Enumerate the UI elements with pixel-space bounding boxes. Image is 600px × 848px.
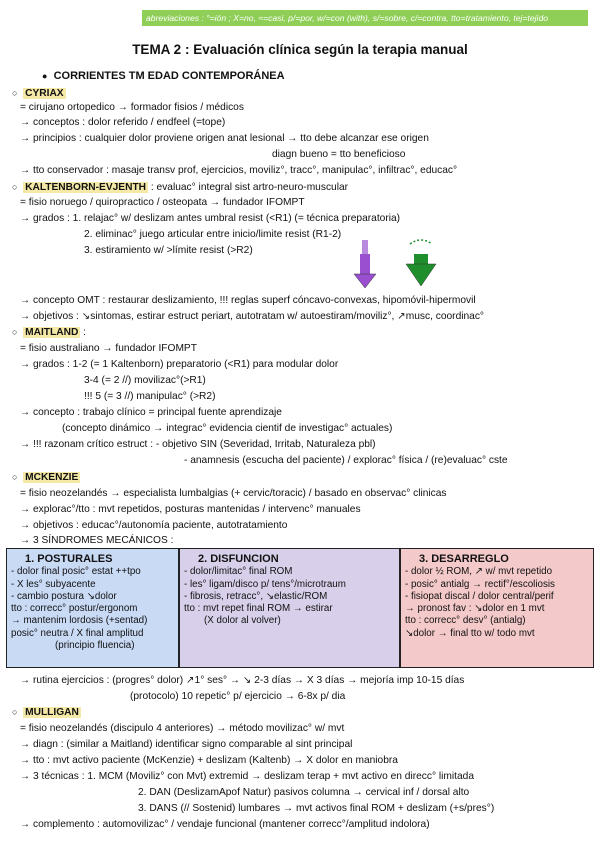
cyriax-line: = cirujano ortopedico → formador fisios / médicos [20, 102, 244, 113]
mckenzie-heading: ○ MCKENZIE [12, 472, 79, 483]
mckenzie-line: → explorac°/tto : mvt repetidos, posturas mantenidas / intervenc° manuales [20, 504, 361, 515]
cyriax-line: diagn bueno = tto beneficioso [272, 149, 406, 160]
cyriax-line: → principios : cualquier dolor proviene origen anat lesional → tto debe alcanzar ese origen [20, 133, 429, 144]
cyriax-line: → tto conservador : masaje transv prof, ejercicios, moviliz°, tracc°, manipulac°, infiltrac°, educac° [20, 165, 458, 176]
mulligan-technique: 2. DAN (DeslizamApof Natur) pasivos columna → cervical inf / dorsal alto [138, 787, 470, 798]
maitland-heading: ○ MAITLAND : [12, 327, 86, 338]
kaltenborn-line: = fisio noruego / quiropractico / osteopata → fundador IFOMPT [20, 197, 305, 208]
cyriax-line: → conceptos : dolor referido / endfeel (=tope) [20, 117, 226, 128]
maitland-line: → concepto : trabajo clínico = principal fuente aprendizaje [20, 407, 282, 418]
mckenzie-line: → objetivos : educac°/autonomía paciente, autotratamiento [20, 520, 288, 531]
mckenzie-routine: (protocolo) 10 repetic° p/ ejercicio → 6-8x p/ dia [130, 691, 346, 702]
abbreviations-bar: abreviaciones : °=ión ; X=no, ≈=casi, p/=por, w/=con (with), s/=sobre, c/=contra, tto=tratamiento, tej=tejido [142, 10, 588, 26]
kaltenborn-grade: → grados : 1. relajac° w/ deslizam antes umbral resist (<R1) (= técnica preparatoria) [20, 213, 401, 224]
cyriax-heading: ○ CYRIAX [12, 88, 64, 99]
section-heading: ● CORRIENTES TM EDAD CONTEMPORÁNEA [42, 70, 285, 82]
maitland-grade: → grados : 1-2 (= 1 Kaltenborn) preparatorio (<R1) para modular dolor [20, 359, 339, 370]
mulligan-line: = fisio neozelandés (discipulo 4 anteriores) → método movilizac° w/ mvt [20, 723, 345, 734]
page-title: TEMA 2 : Evaluación clínica según la terapia manual [132, 42, 468, 57]
mckenzie-line: = fisio neozelandés → especialista lumbalgias (+ cervic/toracic) / basado en observac° clinicas [20, 488, 447, 499]
kaltenborn-omt: → concepto OMT : restaurar deslizamiento, !!! reglas superf cóncavo-convexas, hipomóvil-hipermovil [20, 295, 476, 306]
maitland-line: = fisio australiano → fundador IFOMPT [20, 343, 197, 354]
kaltenborn-heading: ○ KALTENBORN-EVJENTH : evaluac° integral sist artro-neuro-muscular [12, 182, 349, 193]
kaltenborn-grade: 2. eliminac° juego articular entre inicio/limite resist (R1-2) [84, 229, 342, 240]
mckenzie-line: → 3 SÍNDROMES MECÁNICOS : [20, 535, 174, 546]
mulligan-line: → diagn : (similar a Maitland) identificar signo comparable al sint principal [20, 739, 353, 750]
mulligan-technique: 3. DANS (// Sostenid) lumbares → mvt activos final ROM + deslizam (+s/pres°) [138, 803, 495, 814]
maitland-line: - anamnesis (escucha del paciente) / explorac° física / (re)evaluac° cste [184, 455, 508, 466]
maitland-line: (concepto dinámico → integrac° evidencia cientif de investigac° actuales) [62, 423, 393, 434]
syndrome-box-derangement: 3. DESARREGLO - dolor ½ ROM, ↗ w/ mvt repetido - posic° antialg → rectif°/escoliosis - fisiopat discal / dolor central/perif → pronost fav : ↘dolor en 1 mvt tto : correcc° desv° (antialg) ↘dolor → final tto w/ todo mvt [400, 548, 594, 668]
syndrome-box-postural: 1. POSTURALES - dolor final posic° estat ++tpo - X les° subyacente - cambio postura ↘dolor tto : correcc° postur/ergonom → mantenim lordosis (+sentad) posic° neutra / X final amplitud (principio fluencia) [6, 548, 179, 668]
maitland-grade: 3-4 (= 2 //) movilizac°(>R1) [84, 375, 206, 386]
syndrome-box-dysfunction: 2. DISFUNCION - dolor/limitac° final ROM - les° ligam/disco p/ tens°/microtraum - fibrosis, retracc°, ↘elastic/ROM tto : mvt repet final ROM → estirar (X dolor al volver) [179, 548, 400, 668]
maitland-line: → !!! razonam crítico estruct : - objetivo SIN (Severidad, Irritab, Naturaleza pbl) [20, 439, 376, 450]
mckenzie-routine: → rutina ejercicios : (progres° dolor) ↗1° ses° → ↘ 2-3 días → X 3 días → mejoría imp 10-15 días [20, 675, 465, 686]
mulligan-heading: ○ MULLIGAN [12, 707, 79, 718]
concave-convex-illustration [348, 236, 448, 294]
mulligan-technique: → 3 técnicas : 1. MCM (Moviliz° con Mvt) extremid → deslizam terap + mvt activo en direcc° limitada [20, 771, 474, 782]
maitland-grade: !!! 5 (= 3 //) manipulac° (>R2) [84, 391, 216, 402]
mulligan-line: → tto : mvt activo paciente (McKenzie) + deslizam (Kaltenb) → X dolor en maniobra [20, 755, 398, 766]
mulligan-complement: → complemento : automovilizac° / vendaje funcional (mantener correcc°/amplitud indolora) [20, 819, 430, 830]
kaltenborn-objectives: → objetivos : ↘sintomas, estirar estruct periart, autotratam w/ autoestiram/moviliz°, ↗musc, coordinac° [20, 311, 485, 322]
kaltenborn-grade: 3. estiramiento w/ >límite resist (>R2) [84, 245, 253, 256]
